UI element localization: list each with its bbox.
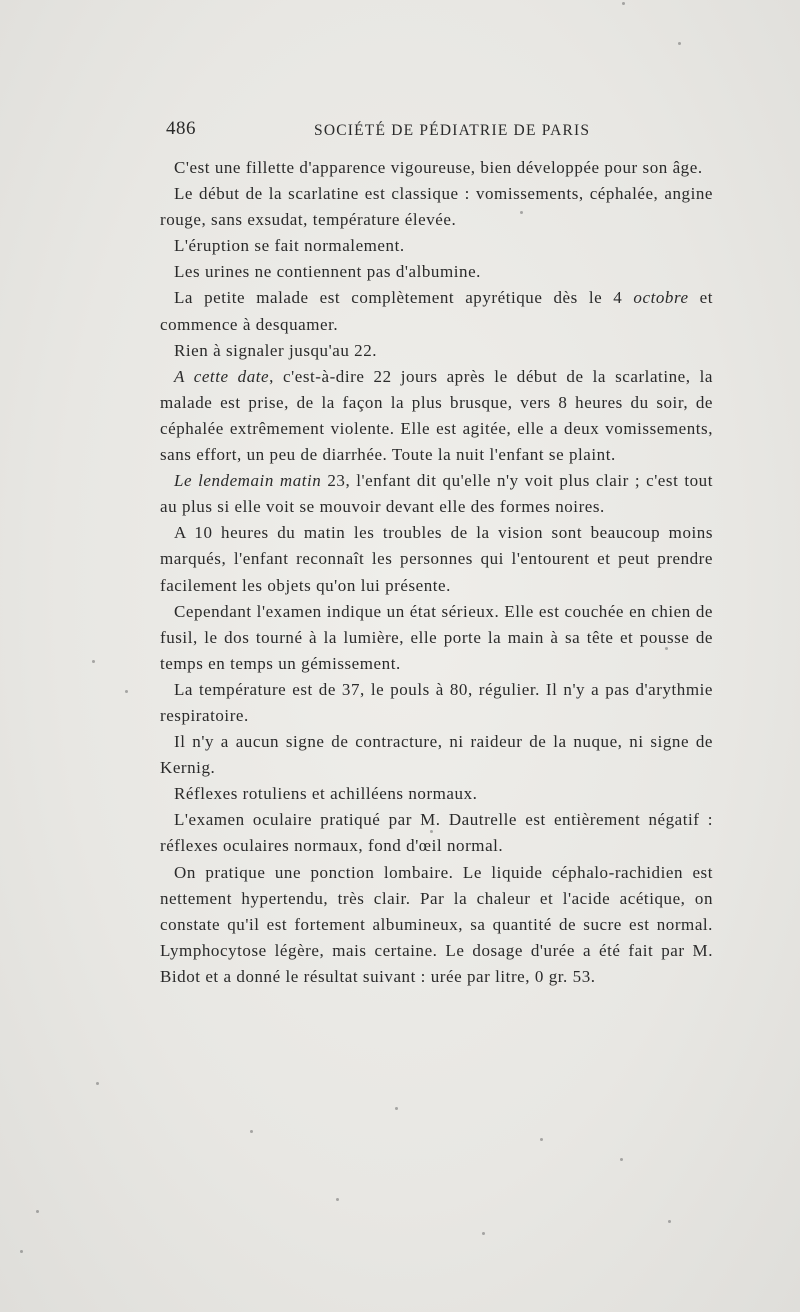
page-header [166,118,726,148]
paragraph: C'est une fillette d'apparence vigoureuse, bien développée pour son âge. [174,158,703,177]
scan-speck [668,1220,671,1223]
paragraph: Il n'y a aucun signe de contracture, ni raideur de la nuque, ni signe de Kernig. [160,732,713,778]
text-run: 23, l'enfant dit qu'elle n'y voit plus clair ; c'est tout au plus si elle voit se mouvoir devant elle des formes noires. [160,471,713,517]
scan-speck [336,1198,339,1201]
paragraph [160,364,713,468]
paragraph: Les urines ne contiennent pas d'albumine. [174,262,481,282]
italic-phrase: Le lendemain matin [174,471,322,491]
paragraph: La température est de 37, le pouls à 80, régulier. Il n'y a pas d'arythmie respiratoire. [160,679,713,725]
paragraph: L'éruption se fait normalement. [174,236,405,256]
scan-speck [125,690,128,693]
paragraph: Le début de la scarlatine est classique : vomissements, céphalée, angine rouge, sans exsudat, température élevée. [160,184,713,230]
scan-speck [36,1210,39,1213]
italic-phrase: A cette date [174,366,270,386]
scan-speck [620,1158,623,1161]
scan-speck [20,1250,23,1253]
page-number: 486 [166,118,196,139]
running-head: SOCIÉTÉ DE PÉDIATRIE DE PARIS [314,122,591,139]
italic-date: octobre [633,288,689,308]
text-run: La petite malade est complètement apyrétique dès le 4 [174,288,634,308]
scan-speck [430,830,433,833]
scan-speck [665,647,668,650]
scan-speck [520,211,523,214]
paragraph: A 10 heures du matin les troubles de la vision sont beaucoup moins marqués, l'enfant reconnaît les personnes qui l'entourent et peut prendre facilement les objets qu'on lui présente. [160,523,713,595]
paragraph [160,285,713,337]
text-run: , c'est-à-dire 22 jours après le début de la scarlatine, la malade est prise, de la façon la plus brusque, vers 8 heures du soir, de céphalée extrêmement violente. Elle est agitée, elle a deux vomissements, sans effort, un peu de diarrhée. Toute la nuit l'enfant se plaint. [160,366,714,465]
scan-speck [678,42,681,45]
paragraph: On pratique une ponction lombaire. Le liquide céphalo-rachidien est nettement hypertendu, très clair. Par la chaleur et l'acide acétique, on constate qu'il est fortement albumineux, sa quantité de sucre est normal. Lymphocytose légère, mais certaine. Le dosage d'urée a été fait par M. Bidot et a donné le résultat suivant : urée par litre, 0 gr. 53. [160,862,713,986]
scan-speck [395,1107,398,1110]
scan-speck [540,1138,543,1141]
paragraph: Rien à signaler jusqu'au 22. [174,340,378,360]
text-run: et commence à desquamer. [160,288,714,334]
paragraph: Réflexes rotuliens et achilléens normaux. [174,784,478,804]
paragraph: Cependant l'examen indique un état sérieux. Elle est couchée en chien de fusil, le dos tourné à la lumière, elle porte la main à sa tête et pousse de temps en temps un gémissement. [160,601,713,673]
scan-speck [622,2,625,5]
paragraph [160,468,713,520]
scan-speck [92,660,95,663]
scan-speck [482,1232,485,1235]
scan-speck [96,1082,99,1085]
paragraph: L'examen oculaire pratiqué par M. Dautrelle est entièrement négatif : réflexes oculaires normaux, fond d'œil normal. [160,810,713,856]
body-text [160,155,713,990]
scan-speck [250,1130,253,1133]
